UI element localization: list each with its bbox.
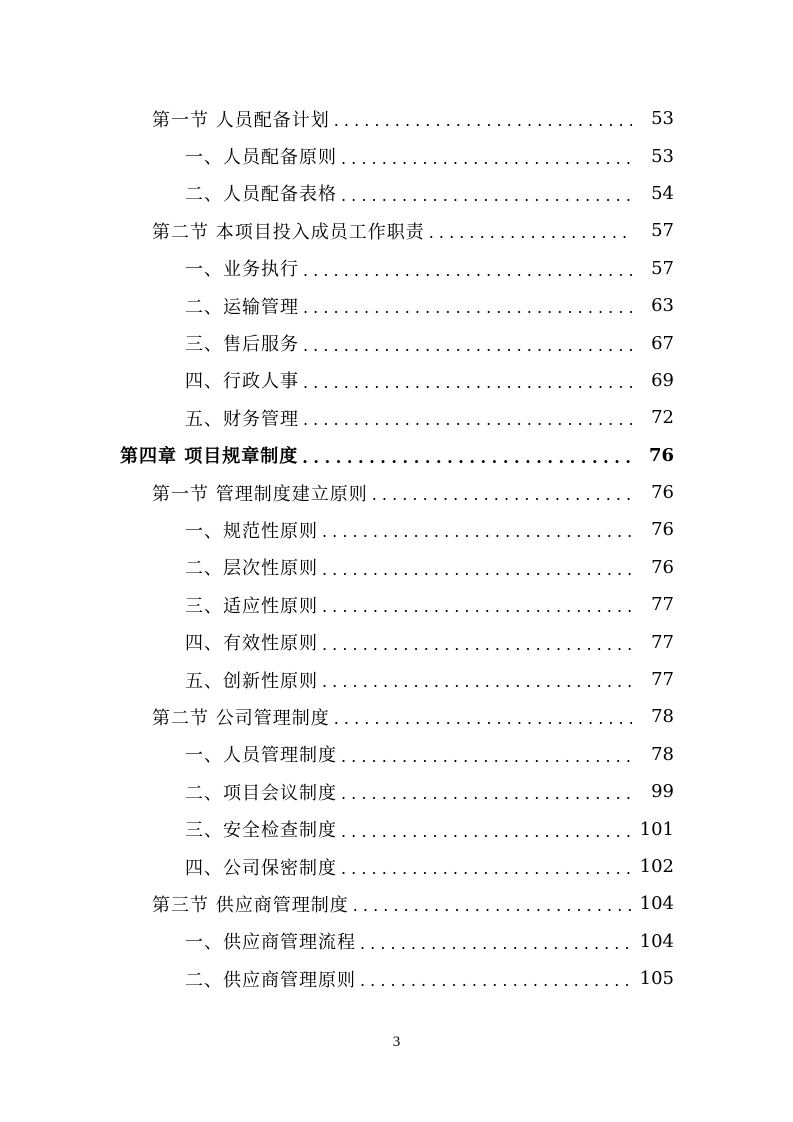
toc-entry-page: 78 [651, 706, 674, 728]
toc-entry-title: 一、人员配备原则 [185, 147, 337, 169]
toc-entry-item[interactable] [0, 923, 793, 960]
toc-entry-page: 99 [651, 781, 674, 803]
toc-entry-section[interactable] [0, 698, 793, 735]
toc-entry-title: 一、供应商管理流程 [185, 932, 356, 954]
toc-entry-item[interactable] [0, 324, 793, 361]
toc-entry-page: 105 [639, 968, 674, 990]
toc-dot-leader [322, 560, 632, 579]
toc-entry-page: 53 [651, 145, 674, 167]
toc-entry-page: 57 [651, 220, 674, 242]
toc-entry-title: 三、售后服务 [185, 334, 299, 356]
toc-dot-leader [303, 410, 632, 429]
toc-entry-title: 第一节 人员配备计划 [152, 109, 330, 131]
toc-entry-section[interactable] [0, 885, 793, 922]
toc-dot-leader [341, 747, 632, 766]
toc-entry-title: 五、财务管理 [185, 408, 299, 430]
toc-entry-item[interactable] [0, 960, 793, 997]
toc-dot-leader [303, 261, 632, 280]
toc-dot-leader [429, 223, 632, 242]
toc-entry-page: 54 [651, 182, 674, 204]
toc-dot-leader [334, 709, 632, 728]
toc-dot-leader [372, 485, 632, 504]
toc-dot-leader [341, 784, 632, 803]
toc-entry-title: 三、适应性原则 [185, 595, 318, 617]
toc-entry-item[interactable] [0, 549, 793, 586]
toc-dot-leader [322, 522, 632, 541]
toc-entry-item[interactable] [0, 848, 793, 885]
toc-entry-title: 第二节 公司管理制度 [152, 707, 330, 729]
toc-dot-leader [322, 635, 632, 654]
toc-entry-page: 76 [651, 556, 674, 578]
toc-entry-item[interactable] [0, 399, 793, 436]
toc-entry-page: 63 [651, 295, 674, 317]
toc-entry-item[interactable] [0, 362, 793, 399]
toc-dot-leader [303, 373, 632, 392]
toc-entry-page: 77 [651, 594, 674, 616]
toc-entry-title: 第二节 本项目投入成员工作职责 [152, 221, 425, 243]
toc-entry-title: 四、有效性原则 [185, 633, 318, 655]
toc-entry-page: 78 [651, 743, 674, 765]
toc-entry-page: 76 [648, 444, 674, 466]
toc-entry-section[interactable] [0, 100, 793, 137]
toc-dot-leader [303, 336, 632, 355]
toc-entry-title: 一、业务执行 [185, 259, 299, 281]
toc-entry-page: 53 [651, 108, 674, 130]
toc-entry-section[interactable] [0, 212, 793, 249]
toc-dot-leader [322, 672, 632, 691]
toc-entry-item[interactable] [0, 511, 793, 548]
toc-entry-title: 四、公司保密制度 [185, 857, 337, 879]
toc-entry-item[interactable] [0, 773, 793, 810]
toc-entry-page: 72 [651, 407, 674, 429]
toc-entry-item[interactable] [0, 623, 793, 660]
toc-entry-page: 57 [651, 257, 674, 279]
toc-dot-leader [360, 934, 632, 953]
toc-entry-title: 二、供应商管理原则 [185, 969, 356, 991]
toc-entry-item[interactable] [0, 175, 793, 212]
toc-entry-item[interactable] [0, 250, 793, 287]
toc-dot-leader [341, 859, 632, 878]
toc-dot-leader [334, 111, 632, 130]
toc-dot-leader [360, 971, 632, 990]
toc-entry-page: 67 [651, 332, 674, 354]
toc-dot-leader [302, 448, 632, 467]
toc-entry-item[interactable] [0, 137, 793, 174]
toc-entry-item[interactable] [0, 661, 793, 698]
toc-entry-title: 第四章 项目规章制度 [120, 446, 299, 468]
toc-entry-page: 101 [639, 818, 674, 840]
toc-entry-page: 69 [651, 369, 674, 391]
toc-dot-leader [353, 896, 632, 915]
toc-entry-title: 四、行政人事 [185, 371, 299, 393]
page-number: 3 [392, 1034, 401, 1050]
toc-entry-page: 77 [651, 631, 674, 653]
toc-entry-section[interactable] [0, 474, 793, 511]
table-of-contents [0, 100, 793, 997]
toc-dot-leader [341, 149, 632, 168]
toc-entry-page: 76 [651, 482, 674, 504]
toc-dot-leader [341, 186, 632, 205]
toc-entry-page: 102 [639, 856, 674, 877]
toc-entry-title: 二、人员配备表格 [185, 184, 337, 206]
toc-entry-item[interactable] [0, 287, 793, 324]
toc-entry-title: 一、规范性原则 [185, 520, 318, 542]
toc-dot-leader [303, 298, 632, 317]
toc-entry-title: 二、运输管理 [185, 296, 299, 318]
toc-entry-item[interactable] [0, 810, 793, 847]
toc-entry-title: 第一节 管理制度建立原则 [152, 483, 368, 505]
toc-entry-title: 一、人员管理制度 [185, 745, 337, 767]
toc-entry-page: 77 [651, 669, 674, 691]
toc-entry-title: 第三节 供应商管理制度 [152, 894, 349, 916]
toc-entry-title: 二、项目会议制度 [185, 782, 337, 804]
toc-dot-leader [341, 822, 632, 841]
toc-entry-page: 76 [651, 519, 674, 541]
toc-entry-title: 三、安全检查制度 [185, 820, 337, 842]
toc-entry-page: 104 [639, 930, 674, 952]
toc-entry-page: 104 [639, 893, 674, 915]
toc-entry-title: 五、创新性原则 [185, 670, 318, 692]
toc-entry-title: 二、层次性原则 [185, 558, 318, 580]
toc-entry-item[interactable] [0, 736, 793, 773]
toc-dot-leader [322, 597, 632, 616]
toc-entry-chapter[interactable] [0, 437, 793, 474]
toc-entry-item[interactable] [0, 586, 793, 623]
